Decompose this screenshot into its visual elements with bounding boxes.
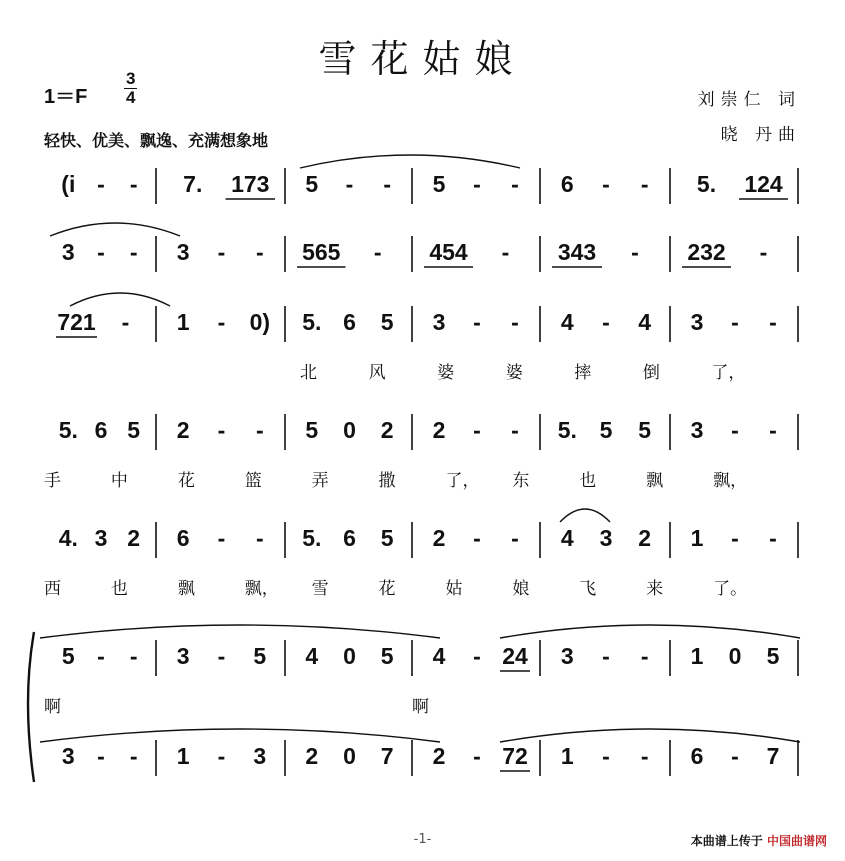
note: -	[255, 239, 264, 265]
note: -	[769, 309, 777, 335]
note: -	[602, 743, 610, 769]
note: 1	[176, 309, 190, 335]
note: -	[473, 171, 481, 197]
note: 5	[432, 171, 446, 197]
note: 0	[343, 743, 356, 769]
note: -	[129, 643, 138, 669]
note: 3	[690, 417, 704, 443]
note: -	[97, 171, 105, 197]
note: -	[97, 743, 105, 769]
note: 5.	[302, 309, 322, 335]
note: -	[731, 525, 739, 551]
note: -	[731, 743, 739, 769]
slur-arc	[500, 729, 800, 742]
note: -	[473, 309, 481, 335]
note: -	[129, 239, 138, 265]
note: 5	[380, 525, 394, 551]
note: 2	[638, 525, 652, 551]
note: 3	[176, 643, 190, 669]
note: 5	[253, 643, 267, 669]
note: -	[769, 525, 777, 551]
note: 2	[380, 417, 394, 443]
note: 3	[61, 239, 75, 265]
note: 0	[728, 643, 742, 669]
note: -	[255, 525, 264, 551]
note: -	[631, 239, 639, 265]
note: 7.	[183, 171, 203, 197]
note: 3	[690, 309, 704, 335]
note: -	[97, 643, 105, 669]
note: -	[769, 417, 777, 443]
note: -	[217, 239, 226, 265]
lyric-word: 东	[512, 471, 530, 491]
note: -	[511, 417, 519, 443]
lyric-word: 摔	[574, 363, 592, 383]
note: -	[640, 743, 649, 769]
lyric-word: 中	[110, 471, 128, 491]
note: 24	[502, 643, 528, 669]
note: -	[640, 171, 649, 197]
note: 7	[766, 743, 780, 769]
note: 2	[432, 417, 446, 443]
note: 4	[305, 643, 319, 669]
composer-credit: 晓 丹曲	[720, 125, 801, 145]
note: 5.	[557, 417, 577, 443]
lyric-word: 也	[579, 471, 597, 491]
lyric-word: 西	[44, 579, 61, 599]
note: 565	[302, 239, 341, 265]
lyric-word: 弄	[311, 471, 329, 491]
note: -	[129, 743, 138, 769]
note: 3	[176, 239, 190, 265]
time-signature-bottom: 4	[126, 88, 136, 107]
note: 5	[380, 309, 394, 335]
note: -	[602, 309, 610, 335]
lyric-word: 婆	[437, 363, 455, 383]
note: 0	[343, 417, 356, 443]
lyric-word: 北	[300, 363, 317, 383]
slur-arc	[40, 729, 440, 742]
note: 3	[253, 743, 267, 769]
note: 4.	[58, 525, 78, 551]
note: 5	[380, 643, 394, 669]
note: -	[602, 643, 610, 669]
note: 1	[560, 743, 574, 769]
note: 3	[94, 525, 108, 551]
note: -	[383, 171, 392, 197]
lyricist-credit: 刘崇仁 词	[697, 90, 801, 110]
lyric-word: 来	[646, 579, 664, 599]
note: 1	[690, 643, 704, 669]
note: 6	[94, 417, 108, 443]
lyric-word: 手	[44, 471, 61, 491]
note: -	[473, 643, 481, 669]
note: 6	[343, 525, 356, 551]
lyric-word: 娘	[512, 579, 530, 599]
note: -	[602, 171, 610, 197]
note: -	[217, 309, 226, 335]
note: -	[217, 743, 226, 769]
lyric-word: 风	[368, 363, 386, 383]
note: 2	[305, 743, 319, 769]
note: 1	[176, 743, 190, 769]
note: 5.	[302, 525, 322, 551]
note: 3	[432, 309, 446, 335]
song-title: 雪花姑娘	[318, 37, 527, 81]
note: -	[217, 417, 226, 443]
lyric-word: 啊	[412, 697, 429, 717]
page-number: -1-	[413, 832, 432, 847]
note: -	[473, 525, 481, 551]
lyric-word: 了，	[445, 471, 480, 491]
lyric-word: 花	[177, 471, 195, 491]
note: -	[731, 309, 739, 335]
slur-arc	[560, 509, 610, 522]
note: -	[473, 417, 481, 443]
note: 2	[127, 525, 141, 551]
lyric-word: 倒	[642, 363, 660, 383]
note: -	[217, 525, 226, 551]
note: -	[511, 309, 519, 335]
note: 5	[305, 171, 319, 197]
note: -	[731, 417, 739, 443]
tempo-marking: 轻快、优美、飘逸、充满想象地	[44, 131, 269, 150]
lyric-word: 姑	[445, 579, 463, 599]
lyric-word: 了。	[713, 579, 748, 599]
system-bracket	[28, 632, 34, 782]
note: 173	[231, 171, 270, 197]
note: 6	[560, 171, 574, 197]
note: 3	[599, 525, 613, 551]
slur-arc	[70, 293, 170, 306]
note: (i	[61, 171, 76, 197]
site-logo: 中国曲谱网	[766, 834, 827, 848]
note: 5	[61, 643, 75, 669]
lyric-word: 花	[378, 579, 396, 599]
lyric-word: 撒	[378, 471, 396, 491]
note: 6	[690, 743, 704, 769]
note: 0)	[249, 309, 271, 335]
note: -	[255, 417, 264, 443]
note: 232	[687, 239, 726, 265]
note: -	[511, 171, 519, 197]
slur-arc	[300, 155, 520, 168]
note: -	[473, 743, 481, 769]
lyric-word: 也	[110, 579, 128, 599]
slur-arc	[40, 625, 440, 638]
lyric-word: 篮	[244, 471, 262, 491]
source-credit	[691, 832, 827, 849]
note: 2	[432, 743, 446, 769]
note: -	[217, 643, 226, 669]
note: 72	[502, 743, 528, 769]
note: 5	[766, 643, 780, 669]
note: 5	[127, 417, 141, 443]
lyric-word: 飘	[646, 471, 664, 491]
lyric-word: 飘，	[713, 471, 748, 491]
note: 5	[638, 417, 652, 443]
note: -	[373, 239, 382, 265]
key-signature: 1＝F	[44, 86, 88, 108]
note: 4	[638, 309, 652, 335]
note: 0	[343, 643, 356, 669]
note: 3	[560, 643, 574, 669]
note: 721	[57, 309, 96, 335]
note: 4	[432, 643, 446, 669]
lyric-word: 飘，	[244, 579, 279, 599]
note: -	[640, 643, 649, 669]
note: 5.	[58, 417, 78, 443]
slur-arc	[50, 223, 180, 236]
note: 5	[599, 417, 613, 443]
lyric-word: 了，	[711, 363, 746, 383]
note: 2	[176, 417, 190, 443]
note: 343	[557, 239, 597, 265]
lyric-word: 飞	[579, 579, 597, 599]
note: 4	[560, 525, 574, 551]
note: -	[129, 171, 138, 197]
note: 2	[432, 525, 446, 551]
note: 4	[560, 309, 574, 335]
time-signature-top: 3	[126, 69, 136, 88]
note: 6	[343, 309, 356, 335]
note: 3	[61, 743, 75, 769]
lyric-word: 飘	[177, 579, 195, 599]
note: 5.	[696, 171, 717, 197]
note: 5	[305, 417, 319, 443]
note: 1	[690, 525, 704, 551]
note: 7	[380, 743, 394, 769]
lyric-word: 雪	[311, 579, 329, 599]
note: -	[501, 239, 510, 265]
slur-arc	[500, 625, 800, 638]
lyric-word: 啊	[44, 697, 61, 717]
note: -	[759, 239, 768, 265]
note: 6	[176, 525, 190, 551]
note: 454	[429, 239, 468, 265]
note: -	[345, 171, 354, 197]
source-prefix: 本曲谱上传于	[690, 834, 763, 848]
note: -	[511, 525, 519, 551]
note: 124	[744, 171, 783, 197]
note: -	[97, 239, 105, 265]
note: -	[121, 309, 130, 335]
lyric-word: 婆	[505, 363, 523, 383]
